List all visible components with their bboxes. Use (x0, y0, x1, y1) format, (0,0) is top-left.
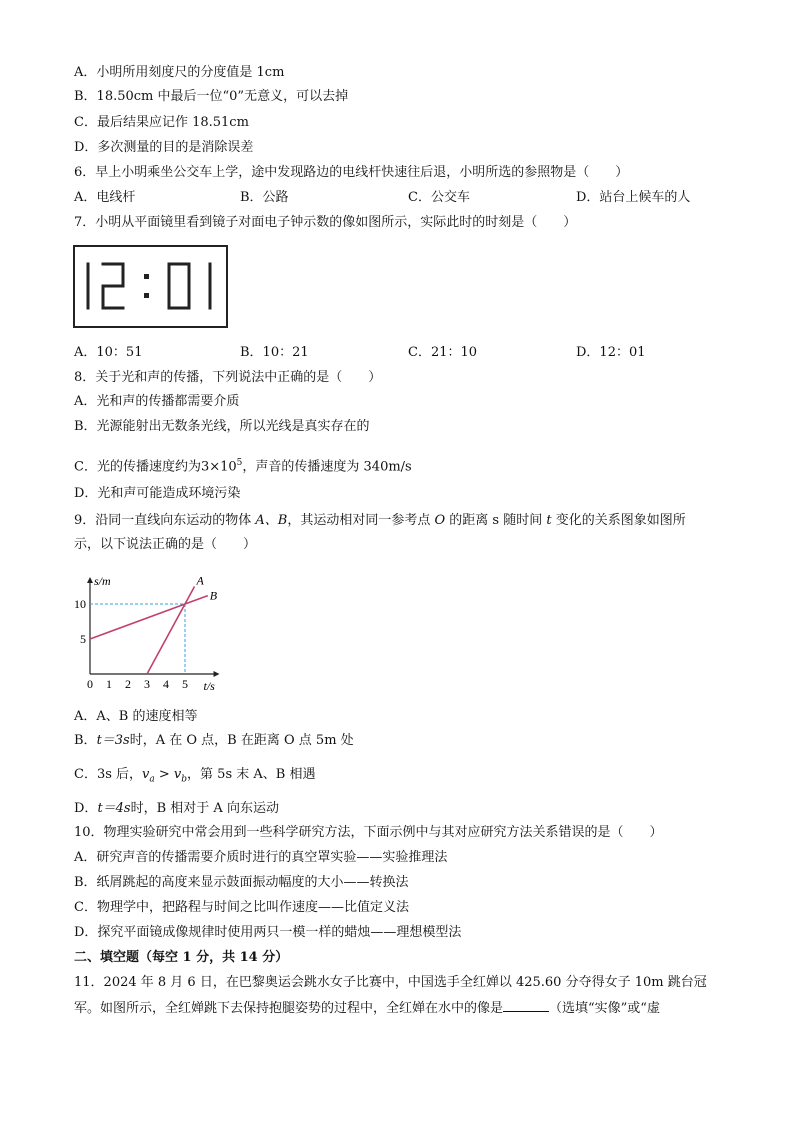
mirror-clock-figure (73, 245, 228, 328)
clock-digits (75, 247, 226, 326)
x-tick-label: 4 (163, 677, 169, 691)
series-label-B: B (209, 588, 218, 603)
q9-stem-line1: 9．沿同一直线向东运动的物体 A、B，其运动相对同一参考点 O 的距离 s 随时间 t 变化的关系图象如图所 (74, 513, 686, 528)
y-tick-label: 5 (80, 632, 86, 646)
q5-option-d: D．多次测量的目的是消除误差 (74, 140, 254, 155)
series-lines (90, 587, 208, 675)
x-tick-label: 3 (144, 677, 150, 691)
y-tick-label: 10 (74, 597, 86, 611)
q7-option-b: B．10：21 (240, 345, 309, 360)
q10-option-b: B．纸屑跳起的高度来显示鼓面振动幅度的大小——转换法 (74, 875, 409, 890)
q8-option-c: C．光的传播速度约为$3\times 10^5$，声音的传播速度为 340m/s (74, 458, 412, 475)
q8-option-d: D．光和声可能造成环境污染 (74, 486, 241, 501)
x-axis-arrow (214, 671, 220, 677)
q6-option-a: A．电线杆 (74, 190, 136, 205)
y-axis-label: s/m (94, 574, 111, 588)
q7-option-d: D．12：01 (576, 345, 646, 360)
q9-option-d: D．t＝4s时，B 相对于 A 向东运动 (74, 801, 279, 816)
q5-option-b: B．18.50cm 中最后一位“0”无意义，可以去掉 (74, 89, 349, 104)
x-tick-label: 1 (106, 677, 112, 691)
q9-option-a: A．A、B 的速度相等 (74, 709, 198, 724)
q10-option-a: A．研究声音的传播需要介质时进行的真空罩实验——实验推理法 (74, 850, 448, 865)
q10-stem: 10．物理实验研究中常会用到一些科学研究方法，下面示例中与其对应研究方法关系错误的是（ ） (74, 825, 663, 840)
q11-line2: 军。如图所示，全红婵跳下去保持抱腿姿势的过程中，全红婵在水中的像是 （选填“实像”或“虚 (74, 1001, 660, 1016)
q9-option-c: C．3s 后，$v_a > v_b$，第 5s 末 A、B 相遇 (74, 767, 316, 785)
q8-option-a: A．光和声的传播都需要介质 (74, 394, 240, 409)
guide-lines (90, 604, 185, 674)
section-title: 二、填空题（每空 1 分，共 14 分） (74, 950, 289, 965)
answer-blank[interactable] (503, 999, 549, 1012)
q7-stem: 7．小明从平面镜里看到镜子对面电子钟示数的像如图所示，实际此时的时刻是（ ） (74, 215, 577, 230)
x-tick-label: 0 (87, 677, 93, 691)
series-label-A: A (196, 573, 204, 588)
y-axis-arrow (87, 577, 93, 583)
series-line-A (147, 587, 195, 675)
x-axis-label: t/s (203, 679, 215, 693)
x-tick-label: 2 (125, 677, 131, 691)
q6-option-c: C．公交车 (408, 190, 470, 205)
q10-option-d: D．探究平面镜成像规律时使用两只一模一样的蜡烛——理想模型法 (74, 925, 462, 940)
q5-option-c: C．最后结果应记作 18.51cm (74, 115, 249, 130)
axis-labels (74, 574, 218, 694)
series-line-B (90, 596, 208, 639)
q9-st-graph (74, 560, 234, 700)
q7-option-c: C．21：10 (408, 345, 478, 360)
q9-stem-line2: 示，以下说法正确的是（ ） (74, 537, 257, 552)
q5-option-a: A．小明所用刻度尺的分度值是 1cm (74, 65, 285, 80)
x-tick-label: 5 (182, 677, 188, 691)
q6-option-b: B．公路 (240, 190, 289, 205)
q9-option-b: B．t＝3s时，A 在 O 点，B 在距离 O 点 5m 处 (74, 733, 354, 748)
q7-option-a: A．10：51 (74, 345, 143, 360)
q8-stem: 8．关于光和声的传播，下列说法中正确的是（ ） (74, 370, 382, 385)
q6-option-d: D．站台上候车的人 (576, 190, 691, 205)
q6-stem: 6．早上小明乘坐公交车上学，途中发现路边的电线杆快速往后退，小明所选的参照物是（ ） (74, 165, 629, 180)
q8-option-b: B．光源能射出无数条光线，所以光线是真实存在的 (74, 419, 370, 434)
q11-line1: 11．2024 年 8 月 6 日，在巴黎奥运会跳水女子比赛中，中国选手全红婵以 425.60 分夺得女子 10m 跳台冠 (74, 975, 707, 990)
q10-option-c: C．物理学中，把路程与时间之比叫作速度——比值定义法 (74, 900, 409, 915)
